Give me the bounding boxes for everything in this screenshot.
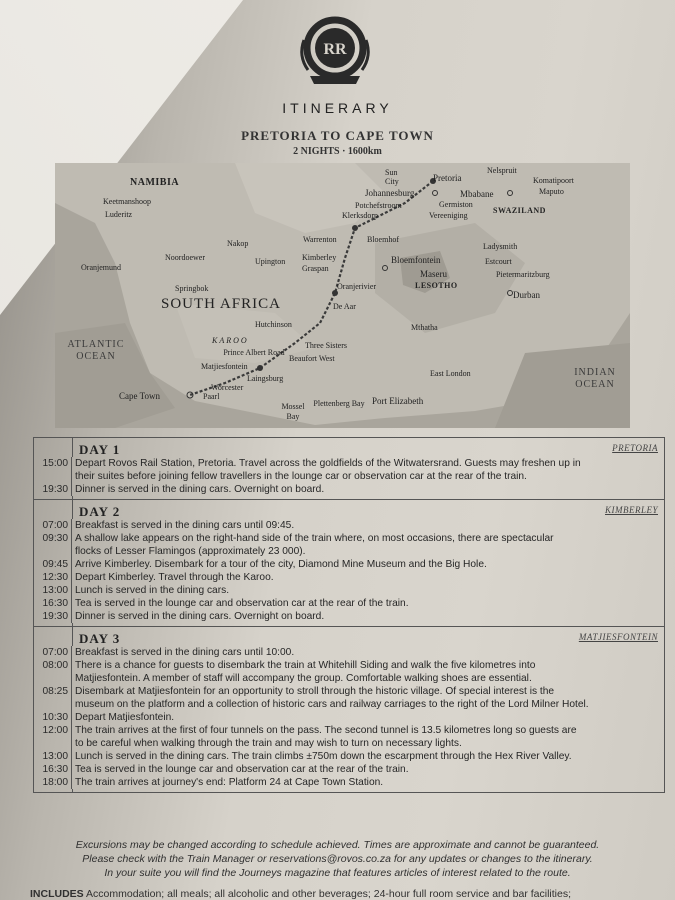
entry-description: Depart Kimberley. Travel through the Karoo. (75, 572, 274, 583)
map-town-pietermaritzburg: Pietermaritzburg (496, 270, 550, 279)
day-header (34, 627, 664, 646)
day-location: KIMBERLEY (605, 505, 658, 515)
route-subtitle: 2 NIGHTS · 1600km (293, 146, 382, 157)
entry-time: 07:00 (34, 646, 72, 659)
map-town-de-aar: De Aar (333, 302, 356, 311)
route-map (55, 163, 630, 428)
entry-description: The train arrives at the first of four tunnels on the pass. The second tunnel is 13.5 kilometres long so guests are (75, 725, 577, 736)
map-town-east-london: East London (430, 369, 471, 378)
entry-time: 08:25 (34, 685, 72, 698)
map-town-upington: Upington (255, 257, 286, 266)
map-town-maputo: Maputo (539, 187, 564, 196)
map-label-swaziland: SWAZILAND (493, 206, 546, 215)
itinerary-row (34, 776, 664, 789)
svg-text:RR: RR (323, 41, 347, 58)
itinerary-row (34, 483, 664, 496)
day-title: DAY 3 (79, 631, 121, 646)
entry-time: 08:00 (34, 659, 72, 672)
entry-time: 19:30 (34, 610, 72, 623)
day-title: DAY 1 (79, 442, 121, 457)
map-town-vereeniging: Vereeniging (429, 211, 468, 220)
time-column (34, 627, 73, 646)
rovos-rail-logo (292, 10, 378, 96)
itinerary-row (34, 571, 664, 584)
entry-description: Disembark at Matjiesfontein for an opportunity to stroll through the historic village. Of special interest is the (75, 686, 555, 697)
map-label-namibia: NAMIBIA (130, 177, 180, 188)
map-label-indian-ocean: INDIAN OCEAN (574, 367, 616, 390)
entry-time: 13:00 (34, 584, 72, 597)
itinerary-row (34, 558, 664, 571)
entry-description: Breakfast is served in the dining cars until 10:00. (75, 647, 295, 658)
entry-description: Lunch is served in the dining cars. The train climbs ±750m down the escarpment through the Hex River Valley. (75, 751, 572, 762)
map-region-karoo: KAROO (212, 336, 249, 345)
map-town-johannesburg: Johannesburg (365, 188, 415, 198)
entry-time: 07:00 (34, 519, 72, 532)
entry-time (34, 737, 72, 750)
map-town-pretoria: Pretoria (433, 173, 462, 183)
map-town-bloemhof: Bloemhof (367, 235, 399, 244)
entry-time: 12:30 (34, 571, 72, 584)
entry-time: 13:00 (34, 750, 72, 763)
day-location: MATJIESFONTEIN (578, 632, 658, 642)
map-town-durban: Durban (513, 290, 540, 300)
entry-time (34, 698, 72, 711)
map-town-laingsburg: Laingsburg (247, 374, 284, 383)
entry-description: Depart Rovos Rail Station, Pretoria. Travel across the goldfields of the Witwatersrand. Guests may freshen up in (75, 458, 581, 469)
map-town-plettenberg-bay: Plettenberg Bay (313, 399, 365, 408)
includes-line (30, 888, 571, 900)
time-column (34, 500, 73, 519)
map-town-port-elizabeth: Port Elizabeth (372, 396, 424, 406)
entry-description: Breakfast is served in the dining cars until 09:45. (75, 520, 295, 531)
itinerary-row (34, 737, 664, 750)
map-town-keetmanshoop: Keetmanshoop (103, 197, 151, 206)
day-header (34, 438, 664, 457)
map-town-cape-town: Cape Town (119, 391, 160, 401)
entry-description: Depart Matjiesfontein. (75, 712, 175, 723)
entry-time: 15:00 (34, 457, 72, 470)
entry-description: Arrive Kimberley. Disembark for a tour of the city, Diamond Mine Museum and the Big Hole. (75, 559, 487, 570)
day-section (34, 626, 664, 792)
entry-description: A shallow lake appears on the right-hand side of the train where, on most occasions, there are spectacular (75, 533, 554, 544)
itinerary-row (34, 685, 664, 698)
map-town-worcester: Worcester (211, 383, 244, 392)
entry-description: There is a chance for guests to disembark the train at Whitehill Siding and walk the five kilometres into (75, 660, 536, 671)
itinerary-row (34, 470, 664, 483)
map-town-potchefstroom: Potchefstroom (355, 201, 402, 210)
entry-time: 09:45 (34, 558, 72, 571)
day-spacer (34, 789, 664, 792)
day-header (34, 500, 664, 519)
map-town-nelspruit: Nelspruit (487, 166, 517, 175)
map-label-atlantic-ocean: ATLANTIC OCEAN (67, 339, 125, 362)
itinerary-row (34, 457, 664, 470)
entry-time (34, 545, 72, 558)
map-town-prince-albert-road: Prince Albert Road (223, 348, 285, 357)
itinerary-row (34, 519, 664, 532)
map-town-oranjerivier: Oranjerivier (337, 282, 377, 291)
map-town-oranjemund: Oranjemund (81, 263, 121, 272)
itinerary-row (34, 672, 664, 685)
entry-time (34, 470, 72, 483)
entry-time (34, 672, 72, 685)
entry-time: 18:00 (34, 776, 72, 789)
entry-description: Dinner is served in the dining cars. Overnight on board. (75, 484, 325, 495)
entry-description: their suites before joining fellow travellers in the lounge car or observation car at the rear of the train. (75, 471, 527, 482)
day-location: PRETORIA (612, 443, 658, 453)
itinerary-row (34, 659, 664, 672)
map-town-noordoewer: Noordoewer (165, 253, 205, 262)
map-town-nakop: Nakop (227, 239, 249, 248)
map-town-bloemfontein: Bloemfontein (391, 255, 441, 265)
itinerary-table (33, 437, 665, 793)
map-label-lesotho: LESOTHO (415, 281, 458, 290)
itinerary-row (34, 584, 664, 597)
route-title: PRETORIA TO CAPE TOWN (241, 128, 434, 143)
map-town-three-sisters: Three Sisters (305, 341, 347, 350)
map-town-beaufort-west: Beaufort West (289, 354, 335, 363)
footer-line-3: In your suite you will find the Journeys magazine that features articles of interest related to the route. (104, 867, 571, 879)
footer-line-2: Please check with the Train Manager or reservations@rovos.co.za for any updates or changes to the itinerary. (82, 853, 593, 865)
map-town-germiston: Germiston (439, 200, 473, 209)
entry-time: 16:30 (34, 597, 72, 610)
map-town-klerksdorp: Klerksdorp (342, 211, 378, 220)
map-label-south-africa: SOUTH AFRICA (161, 296, 281, 312)
entry-time: 10:30 (34, 711, 72, 724)
itinerary-row (34, 646, 664, 659)
itinerary-row (34, 610, 664, 623)
map-town-kimberley: Kimberley (302, 253, 337, 262)
day-section (34, 499, 664, 626)
entry-time: 09:30 (34, 532, 72, 545)
entry-time: 19:30 (34, 483, 72, 496)
map-town-komatipoort: Komatipoort (533, 176, 574, 185)
entry-description: The train arrives at journey's end: Platform 24 at Cape Town Station. (75, 777, 384, 788)
map-town-warrenton: Warrenton (303, 235, 337, 244)
itinerary-row (34, 698, 664, 711)
entry-description: Dinner is served in the dining cars. Overnight on board. (75, 611, 325, 622)
map-town-luderitz: Luderitz (105, 210, 133, 219)
itinerary-row (34, 711, 664, 724)
map-town-mthatha: Mthatha (411, 323, 438, 332)
map-town-paarl: Paarl (203, 392, 220, 401)
map-town-graspan: Graspan (302, 264, 329, 273)
includes-label: INCLUDES (30, 888, 84, 900)
map-town-mossel-bay: Mossel Bay (281, 402, 305, 421)
entry-description: to be careful when walking through the train and may wish to turn on necessary lights. (75, 738, 462, 749)
includes-text: Accommodation; all meals; all alcoholic and other beverages; 24-hour full room service and bar facilities; (86, 888, 572, 900)
entry-description: Tea is served in the lounge car and observation car at the rear of the train. (75, 598, 409, 609)
entry-description: Matjiesfontein. A member of staff will accompany the group. Comfortable walking shoes are essential. (75, 673, 532, 684)
footer-line-1: Excursions may be changed according to schedule achieved. Times are approximate and cannot be guaranteed. (75, 839, 600, 851)
day-title: DAY 2 (79, 504, 121, 519)
entry-time: 16:30 (34, 763, 72, 776)
itinerary-row (34, 532, 664, 545)
entry-description: museum on the platform and a collection of historic cars and railway carriages to the right of the Lord Milner Hotel. (75, 699, 589, 710)
itinerary-heading: ITINERARY (282, 100, 393, 116)
itinerary-row (34, 750, 664, 763)
itinerary-row (34, 763, 664, 776)
entry-description: Tea is served in the lounge car and observation car at the rear of the train. (75, 764, 409, 775)
entry-description: flocks of Lesser Flamingos (approximately 23 000). (75, 546, 306, 557)
map-town-hutchinson: Hutchinson (255, 320, 292, 329)
itinerary-row (34, 597, 664, 610)
time-column (34, 438, 73, 457)
map-town-ladysmith: Ladysmith (483, 242, 518, 251)
map-town-springbok: Springbok (175, 284, 209, 293)
map-town-sun-city: Sun City (385, 168, 399, 186)
map-town-mbabane: Mbabane (460, 189, 494, 199)
itinerary-row (34, 545, 664, 558)
footer-notes (0, 838, 675, 880)
entry-time: 12:00 (34, 724, 72, 737)
day-section (34, 438, 664, 499)
map-town-estcourt: Estcourt (485, 257, 512, 266)
itinerary-row (34, 724, 664, 737)
entry-description: Lunch is served in the dining cars. (75, 585, 230, 596)
map-town-matjiesfontein: Matjiesfontein (201, 362, 248, 371)
map-town-maseru: Maseru (420, 269, 447, 279)
